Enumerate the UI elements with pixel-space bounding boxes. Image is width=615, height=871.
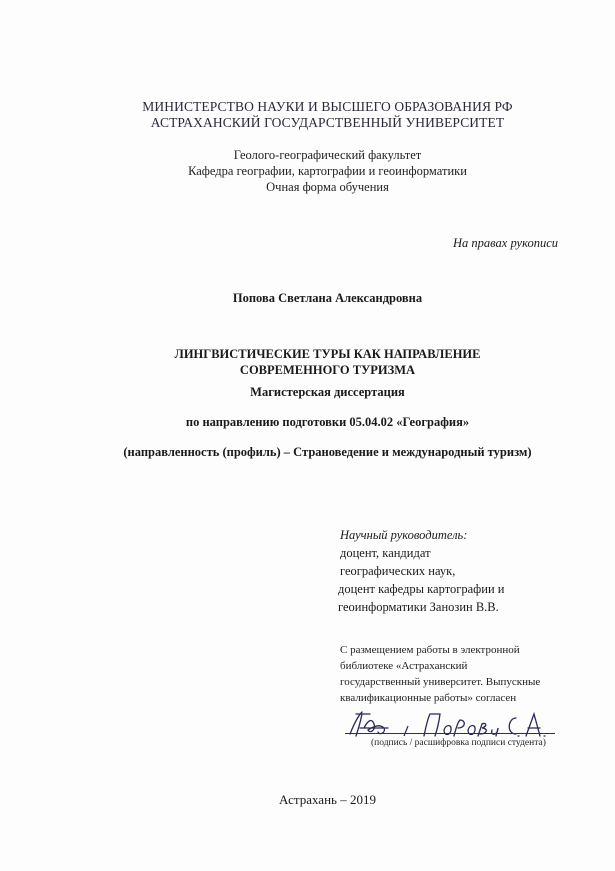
city-year: Астрахань – 2019 [279,792,376,807]
manuscript-note: На правах рукописи [453,236,558,250]
faculty-name: Геолого-географический факультет [233,148,422,162]
supervisor-line-2: географических наук, [340,564,456,578]
thesis-title-line-2: СОВРЕМЕННОГО ТУРИЗМА [239,363,416,377]
supervisor-line-1: доцент, кандидат [340,546,431,560]
consent-line-4: квалификационные работы» согласен [340,692,517,704]
signature-line [345,733,555,734]
study-profile: (направленность (профиль) – Страноведение и международный туризм) [123,445,532,459]
department-name: Кафедра географии, картографии и геоинформатики [188,164,467,178]
study-form: Очная форма обучения [266,180,389,194]
consent-line-3: государственный университет. Выпускные [340,676,541,688]
signature-caption: (подпись / расшифровка подписи студента) [371,738,546,748]
author-name: Попова Светлана Александровна [232,291,423,305]
university-name: АСТРАХАНСКИЙ ГОСУДАРСТВЕННЫЙ УНИВЕРСИТЕТ [150,115,505,130]
work-type: Магистерская диссертация [250,385,405,399]
supervisor-heading: Научный руководитель: [340,528,468,542]
thesis-title-line-1: ЛИНГВИСТИЧЕСКИЕ ТУРЫ КАК НАПРАВЛЕНИЕ [174,347,481,361]
consent-line-2: библиотеке «Астраханский [340,660,468,672]
ministry-name: МИНИСТЕРСТВО НАУКИ И ВЫСШЕГО ОБРАЗОВАНИЯ РФ [142,99,513,114]
supervisor-line-4: геоинформатики Занозин В.В. [338,600,499,614]
study-direction: по направлению подготовки 05.04.02 «География» [185,415,470,429]
supervisor-line-3: доцент кафедры картографии и [338,582,505,596]
consent-line-1: С размещением работы в электронной [340,644,520,656]
